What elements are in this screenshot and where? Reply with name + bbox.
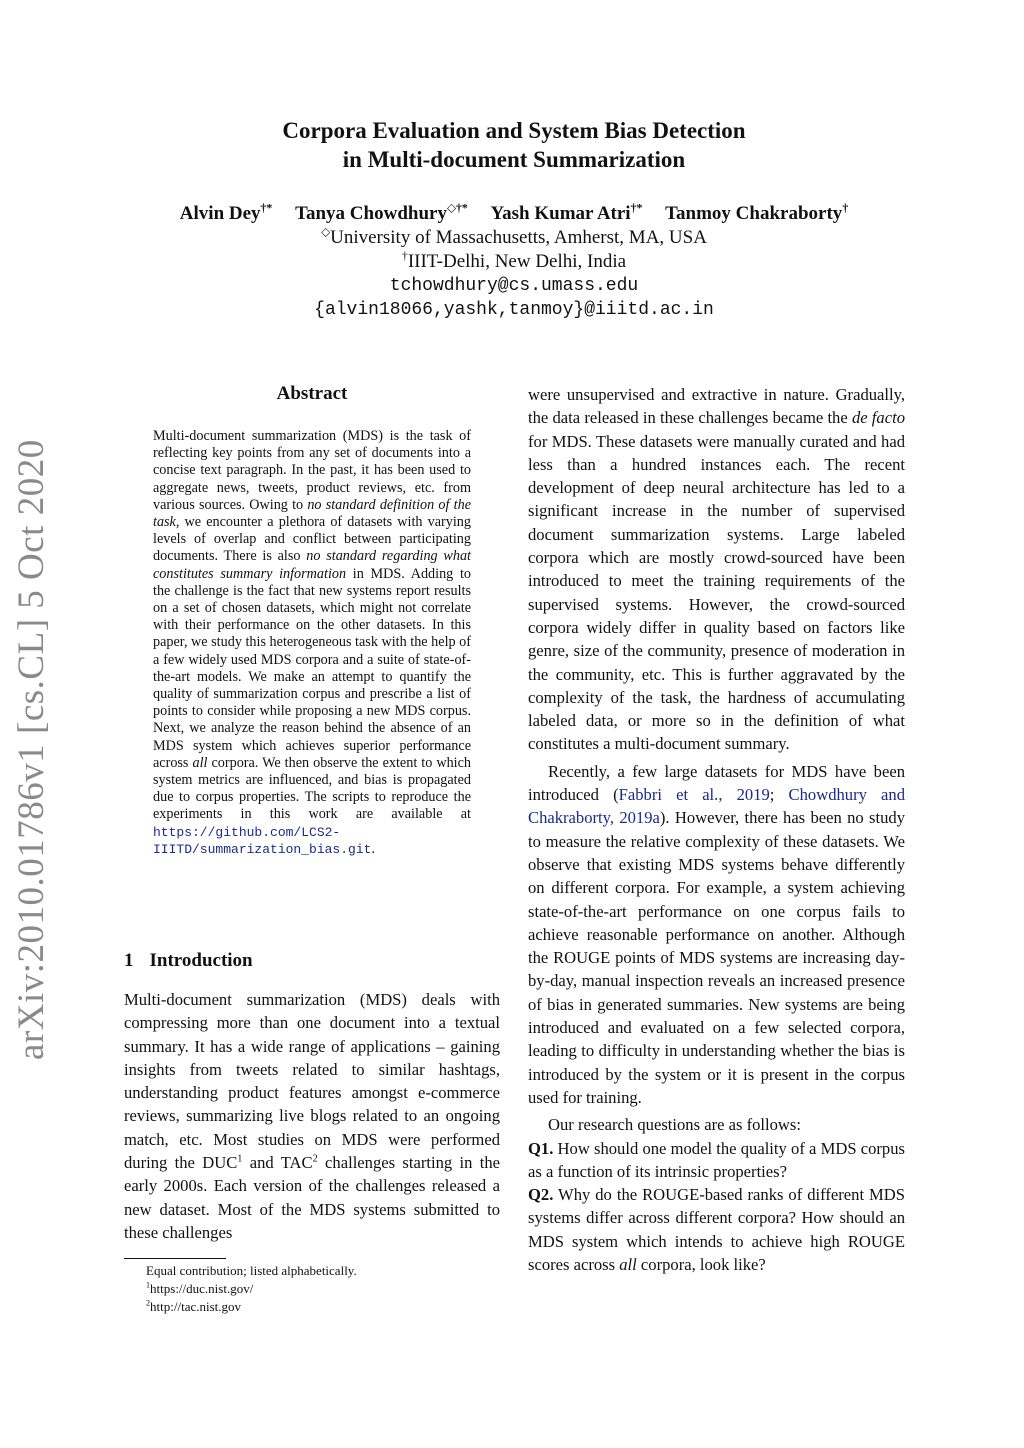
citation-fabbri-2019[interactable]: Fabbri et al., 2019	[618, 785, 770, 805]
footnote-1-link[interactable]: https://duc.nist.gov/	[150, 1281, 254, 1296]
research-question-2: Q2. Why do the ROUGE-based ranks of different MDS systems differ across different corpora? How should an MDS system which intends to achieve high ROUGE scores across all corpora, look like?	[528, 1185, 905, 1274]
abstract-body: Multi-document summarization (MDS) is the task of reflecting key points from any set of documents into a concise text paragraph. In the past, it has been used to aggregate news, tweets, product reviews, etc. from various sources. Owing to no standard definition of the task, we encounter a plethora of datasets with varying levels of overlap and conflict between participating documents. There is also no standard regarding what constitutes summary information in MDS. Adding to the challenge is the fact that new systems report results on a set of chosen datasets, which might not correlate with their performance on the other datasets. In this paper, we study this heterogeneous task with the help of a few widely used MDS corpora and a suite of state-of-the-art models. We make an attempt to quantify the quality of summarization corpus and prescribe a list of points to consider while proposing a new MDS corpus. Next, we analyze the reason behind the absence of an MDS system which achieves superior performance across all corpora. We then observe the extent to which system metrics are influenced, and bias is propagated due to corpus properties. The scripts to reproduce the experiments in this work are available at https://github.com/LCS2-IIITD/summarization_bias.git.	[153, 428, 471, 857]
affiliation-1: ◇University of Massachusetts, Amherst, MA, USA	[321, 225, 707, 248]
email-1: tchowdhury@cs.umass.edu	[389, 276, 639, 296]
paragraph-recent-datasets: Recently, a few large datasets for MDS have been introduced (Fabbri et al., 2019; Chowdhury and Chakraborty, 2019a). However, there has been no study to measure the relative complexity of these datasets. We observe that existing MDS systems behave differently on different corpora. For example, a system achieving state-of-the-art performance on one corpus fails to achieve reasonable performance on another. Although the ROUGE points of MDS systems are increasing day-by-day, manual inspection reveals an increased presence of bias in generated summaries. New systems are being introduced and evaluated on a few selected corpora, leading to difficulty in understanding whether the bias is introduced by the system or it is present in the corpus used for training.	[528, 761, 906, 1107]
footnotes	[124, 1262, 500, 1316]
author-names	[120, 202, 908, 226]
email-2: {alvin18066,yashk,tanmoy}@iiitd.ac.in	[314, 300, 714, 320]
author-3: Yash Kumar Atri†*	[490, 201, 643, 224]
author-1: Alvin Dey†*	[179, 201, 273, 224]
title-line-1: Corpora Evaluation and System Bias Detection	[282, 118, 746, 143]
footnote-ref-2[interactable]: 2	[312, 1153, 318, 1165]
affiliation-2: †IIIT-Delhi, New Delhi, India	[401, 249, 627, 272]
footnote-divider	[124, 1258, 226, 1259]
title-line-2: in Multi-document Summarization	[342, 147, 686, 172]
section-heading-introduction: 1 Introduction	[124, 950, 253, 971]
footnote-2-link[interactable]: http://tac.nist.gov	[150, 1299, 242, 1314]
author-2: Tanya Chowdhury◇†*	[295, 201, 468, 224]
paragraph-continuation: were unsupervised and extractive in nature. Gradually, the data released in these challenges became the de facto for MDS. These datasets were manually curated and had less than a hundred instances each. The recent development of deep neural architecture has led to a significant increase in the number of supervised document summarization systems. Large labeled corpora which are mostly crowd-sourced have been introduced to meet the training requirements of the supervised systems. However, the crowd-sourced corpora widely differ in quality based on factors like genre, size of the community, presence of moderation in the community, etc. This is further aggravated by the complexity of the task, the hardness of accumulating labeled data, or more so in the definition of what constitutes a multi-document summary.	[528, 385, 905, 754]
author-4: Tanmoy Chakraborty†	[665, 201, 849, 224]
footnote-ref-1[interactable]: 1	[237, 1153, 243, 1165]
arxiv-identifier-stamp: arXiv:2010.01786v1 [cs.CL] 5 Oct 2020	[11, 439, 52, 1060]
footnote-1: $^1$https://duc.nist.gov/	[146, 1280, 254, 1296]
author-block	[120, 202, 908, 322]
research-question-1: Q1. How should one model the quality of a MDS corpus as a function of its intrinsic properties?	[528, 1138, 905, 1181]
abstract-heading: Abstract	[276, 383, 348, 404]
introduction-left-column: Multi-document summarization (MDS) deals with compressing more than one document into a textual summary. It has a wide range of applications – gaining insights from tweets related to similar hashtags, understanding product features amongst e-commerce reviews, summarizing live blogs related to an ongoing match, etc. Most studies on MDS were performed during the DUC$^1$ and TAC$^2$ challenges starting in the early 2000s. Each version of the challenges released a new dataset. Most of the MDS systems submitted to these challenges	[124, 990, 500, 1242]
code-repository-link[interactable]: https://github.com/LCS2-IIITD/summarization_bias.git	[153, 824, 372, 857]
introduction-right-column	[528, 383, 905, 1276]
paper-title	[150, 116, 878, 174]
footnote-2: $^2$http://tac.nist.gov	[146, 1298, 242, 1314]
paragraph-research-questions: Our research questions are as follows:	[548, 1115, 801, 1135]
citation-chowdhury-2019a[interactable]: Chowdhury and Chakraborty, 2019a	[528, 785, 905, 828]
footnote-equal-contribution: Equal contribution; listed alphabetically.	[146, 1263, 357, 1278]
